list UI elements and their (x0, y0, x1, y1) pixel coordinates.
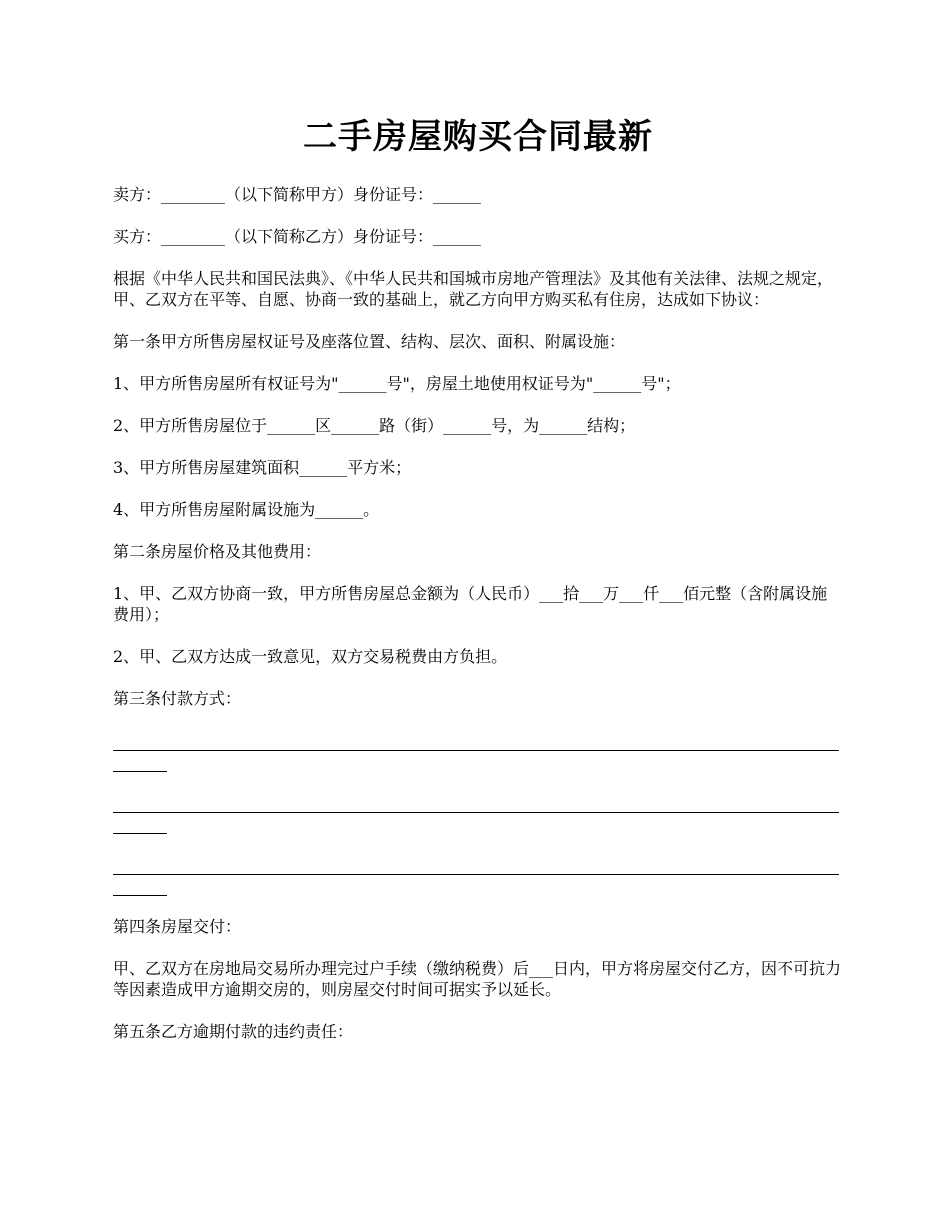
article-1-item-2: 2、甲方所售房屋位于______区______路（街）______号，为______结构； (113, 416, 636, 435)
article-2-item-1: 1、甲、乙双方协商一致，甲方所售房屋总金额为（人民币）___拾___万___仟___佰元整（含附属设施费用）； (113, 584, 828, 624)
article-1-item-1: 1、甲方所售房屋所有权证号为"______号"，房屋土地使用权证号为"______号"； (113, 374, 681, 393)
article-4-heading: 第四条房屋交付： (113, 917, 242, 936)
buyer-line: 买方：________（以下简称乙方）身份证号：______ (113, 227, 482, 246)
article-5-heading: 第五条乙方逾期付款的违约责任： (113, 1022, 354, 1041)
contract-page (113, 112, 843, 1063)
blank-underline (113, 730, 839, 751)
article-1-item-3: 3、甲方所售房屋建筑面积______平方米； (113, 458, 412, 477)
payment-blank-line-2 (113, 792, 843, 834)
blank-underline (113, 813, 167, 834)
blank-underline (113, 751, 167, 772)
article-2-heading: 第二条房屋价格及其他费用： (113, 542, 322, 561)
blank-underline (113, 792, 839, 813)
article-1-item-4: 4、甲方所售房屋附属设施为______。 (113, 500, 380, 519)
seller-line: 卖方：________（以下简称甲方）身份证号：______ (113, 185, 482, 204)
article-2-item-2: 2、甲、乙双方达成一致意见，双方交易税费由方负担。 (113, 647, 508, 666)
article-1-heading: 第一条甲方所售房屋权证号及座落位置、结构、层次、面积、附属设施： (113, 332, 626, 351)
blank-underline (113, 854, 839, 875)
document-title: 二手房屋购买合同最新 (303, 117, 653, 157)
article-4-body: 甲、乙双方在房地局交易所办理完过户手续（缴纳税费）后___日内，甲方将房屋交付乙方，因不可抗力等因素造成甲方逾期交房的，则房屋交付时间可据实予以延长。 (113, 959, 842, 999)
payment-blank-line-3 (113, 854, 843, 896)
payment-blank-line-1 (113, 730, 843, 772)
article-3-heading: 第三条付款方式： (113, 689, 242, 708)
preamble-paragraph: 根据《中华人民共和国民法典》、《中华人民共和国城市房地产管理法》及其他有关法律、法规之规定，甲、乙双方在平等、自愿、协商一致的基础上，就乙方向甲方购买私有住房，达成如下协议： (113, 269, 834, 309)
blank-underline (113, 875, 167, 896)
